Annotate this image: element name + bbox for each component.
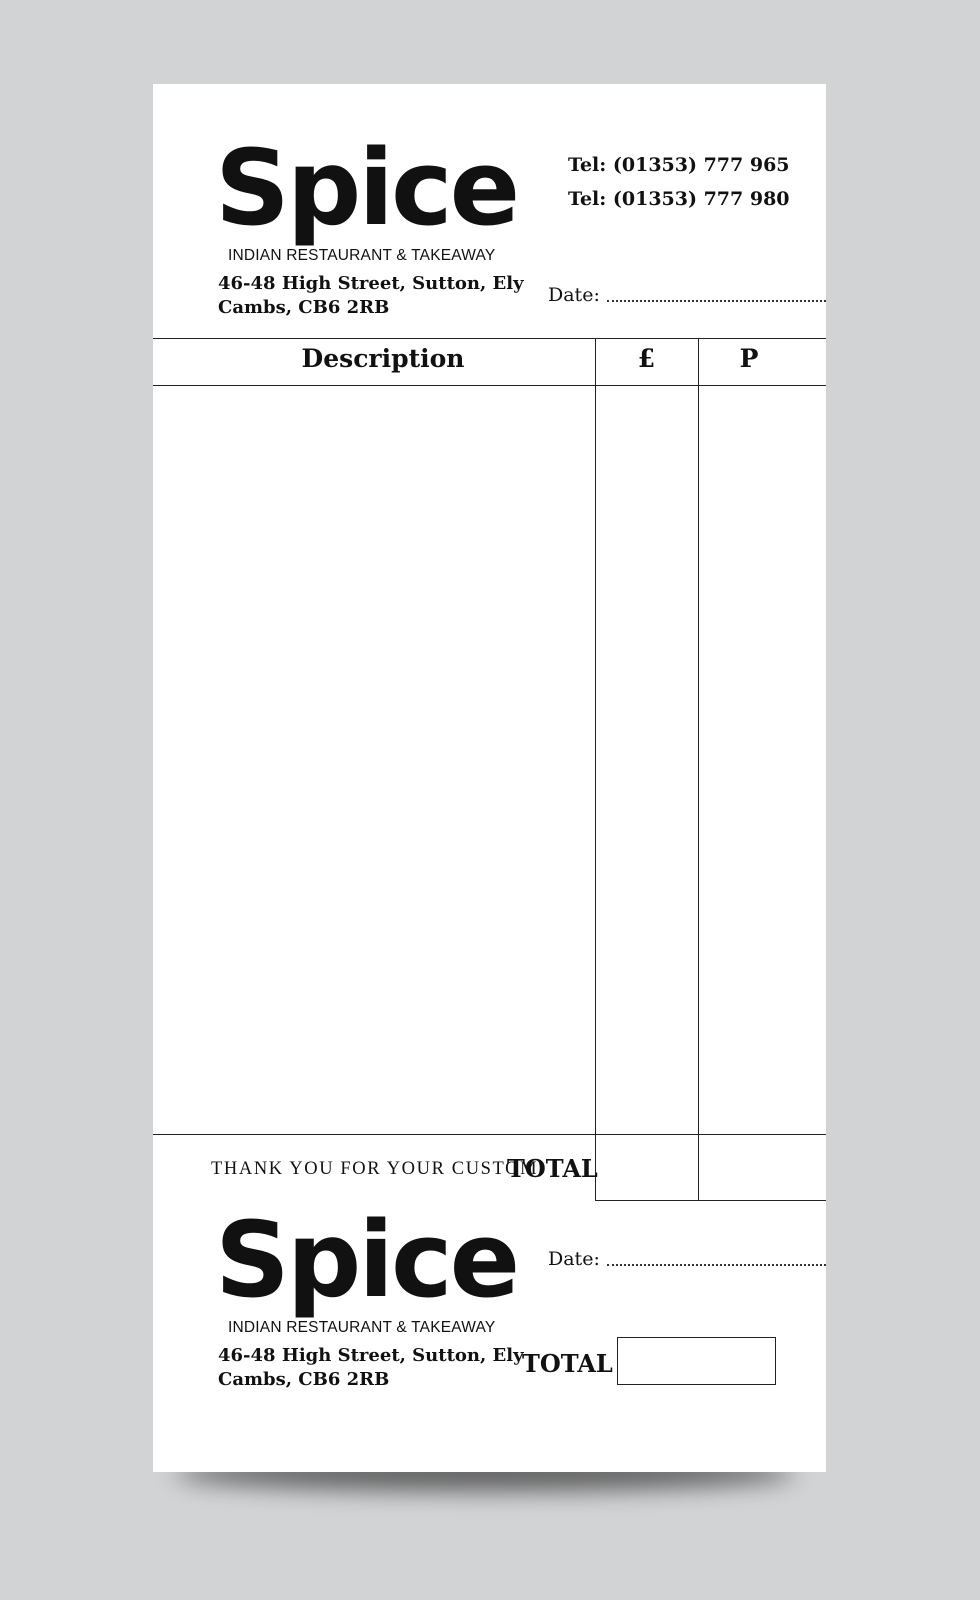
description-area[interactable] (153, 387, 594, 1133)
telephone-2: Tel: (01353) 777 980 (568, 188, 790, 210)
stub-logo-text: Spice (215, 1199, 518, 1321)
stub-total-box[interactable] (617, 1337, 776, 1385)
stub-address-line1: 46-48 High Street, Sutton, Ely (218, 1345, 524, 1366)
column-header-description: Description (301, 344, 465, 373)
total-row-bottom-rule (595, 1200, 826, 1201)
pence-area[interactable] (700, 387, 826, 1133)
telephone-1: Tel: (01353) 777 965 (568, 154, 790, 176)
pence-column-divider (698, 338, 699, 1201)
table-bottom-rule (153, 1134, 826, 1135)
logo-text: Spice (215, 127, 518, 249)
total-pounds-cell[interactable] (597, 1136, 697, 1199)
address-line2: Cambs, CB6 2RB (218, 297, 390, 318)
stub-total-label: TOTAL (522, 1349, 613, 1378)
tagline: INDIAN RESTAURANT & TAKEAWAY (228, 247, 496, 264)
stub-tagline: INDIAN RESTAURANT & TAKEAWAY (228, 1319, 496, 1336)
date-field[interactable] (607, 300, 826, 302)
pounds-column-divider (595, 338, 596, 1201)
stub-date-label: Date: (548, 1248, 600, 1270)
thank-you-text: THANK YOU FOR YOUR CUSTOM (211, 1159, 539, 1179)
receipt-paper (153, 84, 826, 1472)
column-header-pence: P (739, 344, 759, 373)
total-label: TOTAL (507, 1154, 598, 1183)
stub-date-field[interactable] (607, 1264, 826, 1266)
total-pence-cell[interactable] (700, 1136, 826, 1199)
stub-address-line2: Cambs, CB6 2RB (218, 1369, 390, 1390)
pounds-area[interactable] (597, 387, 697, 1133)
address-line1: 46-48 High Street, Sutton, Ely (218, 273, 524, 294)
table-top-rule (153, 338, 826, 339)
date-label: Date: (548, 284, 600, 306)
column-header-pounds: £ (637, 344, 656, 373)
table-header-rule (153, 385, 826, 386)
